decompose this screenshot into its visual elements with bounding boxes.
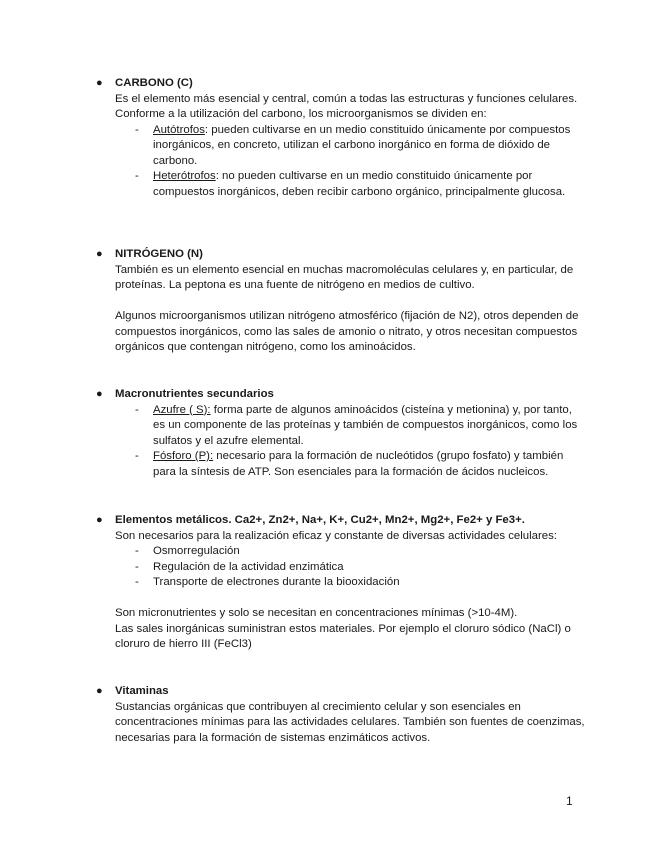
spacer [115,294,585,310]
paragraph: Sustancias orgánicas que contribuyen al crecimiento celular y son esenciales en concentraciones mínimas para las actividades celulares. También son fuentes de coenzimas, necesarias para la formación de sistemas enzimáticos activos. [115,700,585,744]
dash-marker: - [135,545,139,557]
section-heading: Vitaminas [115,685,169,697]
paragraph: Las sales inorgánicas suministran estos materiales. Por ejemplo el cloruro sódico (NaCl) o cloruro de hierro III (FeCl3) [115,622,571,650]
section-body [115,247,585,356]
paragraph: Conforme a la utilización del carbono, los microorganismos se dividen en: [115,108,487,120]
bullet-icon: ● [96,685,103,697]
term: Autótrofos [153,123,205,136]
section-body [115,513,585,653]
dash-marker: - [135,123,139,136]
term: Azufre ( S): [153,403,211,416]
paragraph: Algunos microorganismos utilizan nitrógeno atmosférico (fijación de N2), otros dependen de compuestos inorgánicos, como las sales de amonio o nitrato, y otros necesitan compuestos orgánicos que contengan nitrógeno, como los aminoácidos. [115,310,579,353]
dash-marker: - [135,170,139,182]
item-text: pueden cultivarse en un medio constituido únicamente por compuestos inorgánicos, en concreto, utilizan el carbono inorgánico en forma de dióxido de carbono. [153,123,571,167]
term-separator: : [204,123,209,136]
item-text: necesario para la formación de nucleótidos (grupo fosfato) y también para la síntesis de ATP. Son esenciales para la formación de ácidos nucleicos. [153,450,564,478]
dash-list [115,123,585,201]
section-heading: Elementos metálicos. Ca2+, Zn2+, Na+, K+, Cu2+, Mn2+, Mg2+, Fe2+ y Fe3+. [115,514,525,526]
term: Heterótrofos [153,170,216,182]
item-text: Regulación de la actividad enzimática [153,560,344,573]
list-item [115,575,585,591]
term-separator: : [215,170,219,182]
term: Fósforo (P): [153,450,214,462]
paragraph: Son micronutrientes y solo se necesitan en concentraciones mínimas (>10-4M). [115,607,518,619]
spacer [115,591,585,607]
dash-marker: - [135,576,139,588]
item-text: Osmorregulación [153,545,240,557]
section-heading: NITRÓGENO (N) [115,248,203,260]
section-body [115,387,585,480]
bullet-icon: ● [96,514,103,526]
item-text: Transporte de electrones durante la biooxidación [153,576,400,588]
dash-marker: - [135,560,139,573]
paragraph: Son necesarios para la realización eficaz y constante de diversas actividades celulares: [115,529,557,542]
section-heading: CARBONO (C) [115,77,193,89]
section-body [115,684,585,746]
list-item [115,169,585,200]
list-item [115,403,585,450]
bullet-icon: ● [96,388,103,400]
list-item [115,544,585,560]
dash-list [115,403,585,481]
dash-marker: - [135,450,139,462]
paragraph: También es un elemento esencial en muchas macromoléculas celulares y, en particular, de proteínas. La peptona es una fuente de nitrógeno en medios de cultivo. [115,263,574,291]
paragraph: Es el elemento más esencial y central, común a todas las estructuras y funciones celulares. [115,92,578,105]
dash-marker: - [135,403,139,416]
bullet-icon: ● [96,77,103,89]
bullet-icon: ● [96,248,103,260]
list-item [115,123,585,170]
list-item [115,560,585,576]
section-body [115,76,585,200]
section-heading: Macronutrientes secundarios [115,388,274,400]
item-text: forma parte de algunos aminoácidos (cisteína y metionina) y, por tanto, es un componente de las proteínas y también de compuestos inorgánicos, como los sulfatos y el azufre elemental. [153,403,578,447]
dash-list [115,544,585,591]
list-item [115,449,585,480]
page-number: 1 [566,794,573,808]
item-text: no pueden cultivarse en un medio constituido únicamente por compuestos inorgánicos, deben recibir carbono orgánico, principalmente glucosa. [153,170,566,198]
